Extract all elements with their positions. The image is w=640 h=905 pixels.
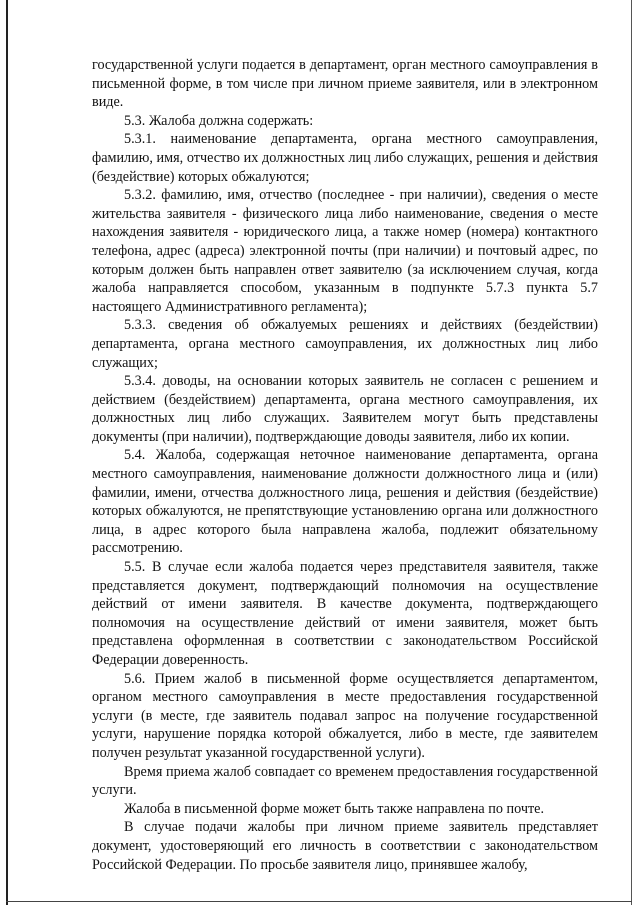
paragraph-5-3-3: 5.3.3. сведения об обжалуемых решениях и действиях (бездействии) департамента, органа местного самоуправления, их должностных лиц либо служащих; (92, 317, 598, 371)
scan-border-right (631, 0, 632, 905)
paragraph-5-3-4: 5.3.4. доводы, на основании которых заявитель не согласен с решением и действием (бездействием) департамента, органа местного самоуправления, их должностных лиц либо служащих. Заявителем могут быть представлены документы (при наличии), подтверждающие доводы заявителя, либо их копии. (92, 373, 598, 445)
paragraph-continuation: государственной услуги подается в департамент, орган местного самоуправления в письменной форме, в том числе при личном приеме заявителя, или в электронном виде. (92, 57, 598, 111)
paragraph-5-3: 5.3. Жалоба должна содержать: (124, 112, 314, 129)
paragraph-5-3-2: 5.3.2. фамилию, имя, отчество (последнее - при наличии), сведения о месте жительства заявителя - физического лица либо наименование, сведения о месте нахождения заявителя - юридического лица, а также номер (номера) контактного телефона, адрес (адреса) электронной почты (при наличии) и почтовый адрес, по которым должен быть направлен ответ заявителю (за исключением случая, когда жалоба направляется способом, указанным в подпункте 5.7.3 пункта 5.7 настоящего Административного регламента); (92, 187, 598, 315)
paragraph-personal-reception: В случае подачи жалобы при личном приеме заявитель представляет документ, удостоверяющий его личность в соответствии с законодательством Российской Федерации. По просьбе заявителя лицо, принявшее жалобу, (92, 819, 598, 873)
paragraph-5-4: 5.4. Жалоба, содержащая неточное наименование департамента, органа местного самоуправления, наименование должности должностного лица и (или) фамилии, имени, отчества должностного лица, решения и действия (бездействие) которых обжалуются, не препятствующие установлению органа или должностного лица, в адрес которого была направлена жалоба, подлежит обязательному рассмотрению. (92, 447, 598, 557)
document-body (92, 56, 598, 874)
scan-border-left (6, 0, 8, 905)
scan-border-bottom (6, 901, 632, 902)
paragraph-5-3-1: 5.3.1. наименование департамента, органа местного самоуправления, фамилию, имя, отчество их должностных лиц либо служащих, решения и действия (бездействие) которых обжалуются; (92, 131, 598, 185)
paragraph-5-5: 5.5. В случае если жалоба подается через представителя заявителя, также представляется документ, подтверждающий полномочия на осуществление действий от имени заявителя. В качестве документа, подтверждающего полномочия на осуществление действий от имени заявителя, может быть представлена оформленная в соответствии с законодательством Российской Федерации доверенность. (92, 559, 598, 668)
paragraph-5-6: 5.6. Прием жалоб в письменной форме осуществляется департаментом, органом местного самоуправления в месте предоставления государственной услуги (в месте, где заявитель подавал запрос на получение государственной услуги, нарушение порядка которой обжалуется, либо в месте, где заявителем получен результат указанной государственной услуги). (92, 670, 598, 761)
paragraph-mail: Жалоба в письменной форме может быть также направлена по почте. (124, 800, 545, 817)
paragraph-reception-time: Время приема жалоб совпадает со временем предоставления государственной услуги. (92, 763, 598, 799)
